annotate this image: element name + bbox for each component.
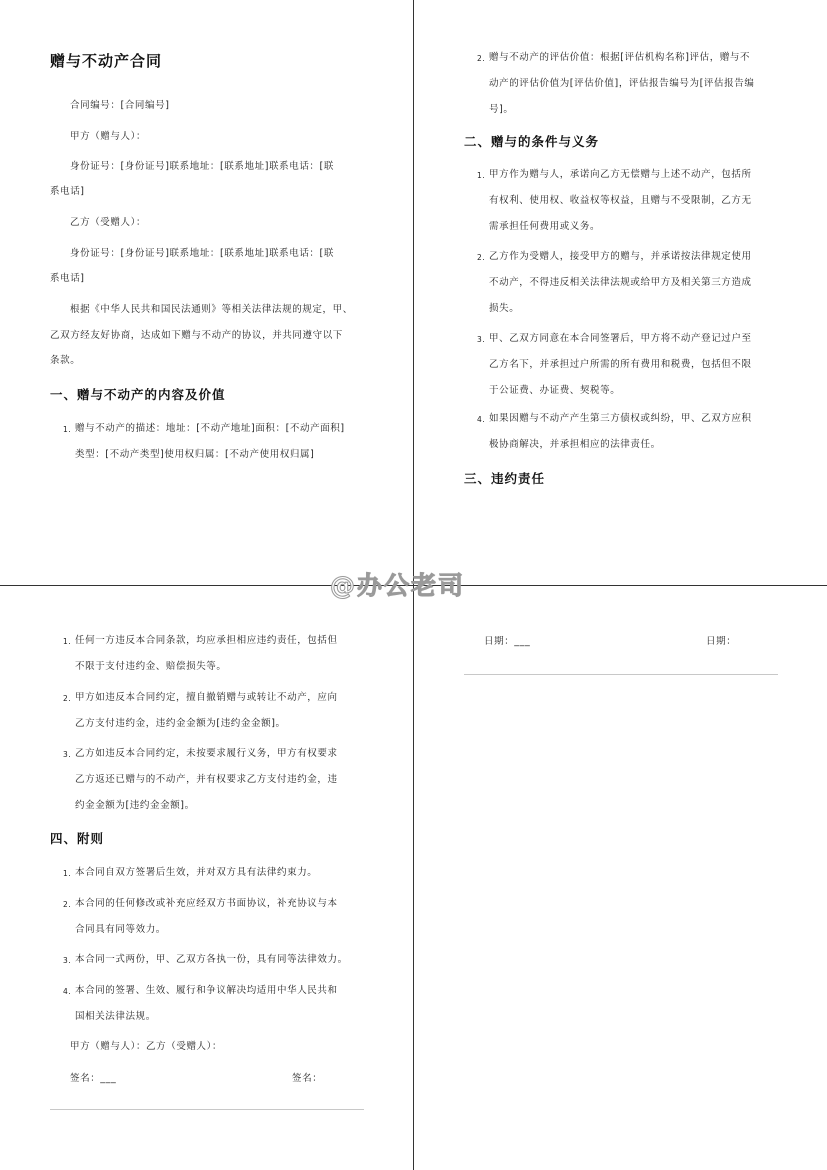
page-4 xyxy=(414,586,827,1170)
item-number: 1. xyxy=(477,171,486,180)
section-2-item-3 xyxy=(477,326,752,404)
section-2-item-2 xyxy=(477,244,752,322)
page-1 xyxy=(0,0,413,585)
party-a-info-line2: 系电话] xyxy=(50,186,85,197)
document-title: 赠与不动产合同 xyxy=(50,52,163,70)
signature-rule xyxy=(50,1109,364,1110)
signature-party-b: 签名： xyxy=(292,1073,323,1084)
signature-parties: 甲方（赠与人）：乙方（受赠人）： xyxy=(70,1041,223,1052)
item-number: 2. xyxy=(63,694,72,703)
section-2-item-1 xyxy=(477,162,752,240)
item-line: 乙方支付违约金，违约金金额为[违约金金额]。 xyxy=(75,718,286,729)
section-4-item-2 xyxy=(63,891,338,943)
party-b-info-line1: 身份证号：[身份证号]联系地址：[联系地址]联系电话：[联 xyxy=(70,248,334,259)
section-3-item-2 xyxy=(63,685,338,737)
item-line: 本合同一式两份，甲、乙双方各执一份，具有同等法律效力。 xyxy=(75,954,348,965)
item-line: 约金金额为[违约金金额]。 xyxy=(75,800,195,811)
item-line: 合同具有同等效力。 xyxy=(75,924,166,935)
contract-number: 合同编号：[合同编号] xyxy=(70,100,170,111)
item-number: 2. xyxy=(477,253,486,262)
item-number: 1. xyxy=(63,869,72,878)
section-4-item-4 xyxy=(63,978,338,1030)
party-b-info-line2: 系电话] xyxy=(50,273,85,284)
item-line: 本合同的任何修改或补充应经双方书面协议，补充协议与本 xyxy=(75,898,338,909)
item-line: 国相关法律法规。 xyxy=(75,1011,156,1022)
date-party-a: 日期：___ xyxy=(484,636,531,647)
item-line: 甲方如违反本合同约定，擅自撤销赠与或转让不动产，应向 xyxy=(75,692,338,703)
section-1-item-2 xyxy=(477,45,755,123)
preamble-line3: 条款。 xyxy=(50,355,81,366)
item-number: 4. xyxy=(477,415,486,424)
section-3-item-1 xyxy=(63,628,338,680)
item-number: 3. xyxy=(63,750,72,759)
page-3 xyxy=(0,586,413,1170)
section-3-item-3 xyxy=(63,741,338,819)
section-4-item-1 xyxy=(63,860,318,886)
item-number: 4. xyxy=(63,987,72,996)
item-line: 于公证费、办证费、契税等。 xyxy=(489,385,621,396)
item-line: 甲方作为赠与人，承诺向乙方无偿赠与上述不动产，包括所 xyxy=(489,169,752,180)
section-4-heading: 四、附则 xyxy=(50,831,105,846)
item-number: 1. xyxy=(63,637,72,646)
item-line: 号]。 xyxy=(489,104,514,115)
item-line: 乙方如违反本合同约定，未按要求履行义务，甲方有权要求 xyxy=(75,748,338,759)
section-1-heading: 一、赠与不动产的内容及价值 xyxy=(50,387,226,402)
item-line: 类型：[不动产类型]使用权归属：[不动产使用权归属] xyxy=(75,449,315,460)
party-a-info-line1: 身份证号：[身份证号]联系地址：[联系地址]联系电话：[联 xyxy=(70,161,334,172)
party-a-label: 甲方（赠与人）： xyxy=(70,131,147,142)
item-line: 极协商解决，并承担相应的法律责任。 xyxy=(489,439,661,450)
preamble-line2: 乙双方经友好协商，达成如下赠与不动产的协议，并共同遵守以下 xyxy=(50,330,343,341)
page-2 xyxy=(414,0,827,585)
item-line: 需承担任何费用或义务。 xyxy=(489,221,601,232)
item-number: 3. xyxy=(63,956,72,965)
section-4-item-3 xyxy=(63,947,348,973)
party-b-label: 乙方（受赠人）： xyxy=(70,217,147,228)
watermark: @办公老司 xyxy=(330,571,466,600)
item-line: 赠与不动产的描述：地址：[不动产地址]面积：[不动产面积] xyxy=(75,423,345,434)
item-line: 不动产，不得违反相关法律法规或给甲方及相关第三方造成 xyxy=(489,277,752,288)
section-1-item-1 xyxy=(63,416,345,468)
item-line: 乙方返还已赠与的不动产，并有权要求乙方支付违约金，违 xyxy=(75,774,338,785)
item-line: 有权利、使用权、收益权等权益，且赠与不受限制，乙方无 xyxy=(489,195,752,206)
item-line: 本合同自双方签署后生效，并对双方具有法律约束力。 xyxy=(75,867,318,878)
item-line: 赠与不动产的评估价值：根据[评估机构名称]评估，赠与不 xyxy=(489,52,751,63)
item-number: 1. xyxy=(63,425,72,434)
item-line: 本合同的签署、生效、履行和争议解决均适用中华人民共和 xyxy=(75,985,338,996)
item-number: 3. xyxy=(477,335,486,344)
preamble-line1: 根据《中华人民共和国民法通则》等相关法律法规的规定，甲、 xyxy=(70,304,353,315)
item-line: 动产的评估价值为[评估价值]，评估报告编号为[评估报告编 xyxy=(489,78,755,89)
item-line: 如果因赠与不动产产生第三方债权或纠纷，甲、乙双方应积 xyxy=(489,413,752,424)
item-line: 损失。 xyxy=(489,303,520,314)
item-line: 乙方作为受赠人，接受甲方的赠与，并承诺按法律规定使用 xyxy=(489,251,752,262)
section-3-heading: 三、违约责任 xyxy=(464,471,546,486)
section-2-item-4 xyxy=(477,406,752,458)
signature-party-a: 签名：___ xyxy=(70,1073,117,1084)
item-line: 任何一方违反本合同条款，均应承担相应违约责任，包括但 xyxy=(75,635,338,646)
item-line: 不限于支付违约金、赔偿损失等。 xyxy=(75,661,227,672)
item-number: 2. xyxy=(63,900,72,909)
item-number: 2. xyxy=(477,54,486,63)
date-rule xyxy=(464,674,778,675)
section-2-heading: 二、赠与的条件与义务 xyxy=(464,134,600,149)
item-line: 甲、乙双方同意在本合同签署后，甲方将不动产登记过户至 xyxy=(489,333,752,344)
date-party-b: 日期： xyxy=(706,636,737,647)
item-line: 乙方名下，并承担过户所需的所有费用和税费，包括但不限 xyxy=(489,359,752,370)
